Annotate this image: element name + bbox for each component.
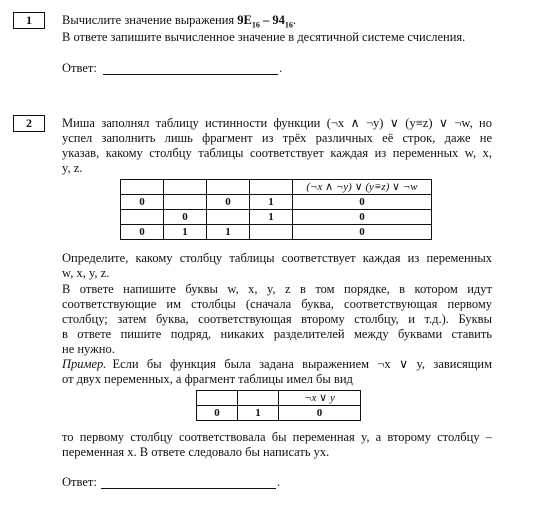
example-cell: 0 — [279, 406, 361, 421]
table-cell: 0 — [121, 225, 164, 240]
table-header-function: (¬x ∧ ¬y) ∨ (y≡z) ∨ ¬w — [293, 180, 432, 195]
task2-example-line2: от двух переменных, а фрагмент таблицы имел бы вид — [62, 372, 353, 386]
table-header-cell — [164, 180, 207, 195]
table-cell: 1 — [250, 195, 293, 210]
task2-p2-line1: Определите, какому столбцу таблицы соответствует каждая из переменных — [62, 251, 492, 265]
expr-b: 94 — [272, 13, 285, 27]
expr-b-base: 16 — [284, 20, 293, 30]
table-row — [121, 195, 432, 210]
table-cell: 0 — [121, 195, 164, 210]
table-header-row — [121, 180, 432, 195]
example-header-cell — [197, 391, 238, 406]
task2-p3-line3: столбцу; затем буква, соответствующая второму столбцу, и т.д.). Буквы — [62, 312, 492, 326]
task2-answer-label: Ответ: — [62, 475, 97, 489]
expr-op: – — [262, 13, 270, 27]
expr-end: . — [292, 13, 296, 27]
example-table — [196, 390, 361, 421]
example-header-row — [197, 391, 361, 406]
task1-line1-prefix: Вычислите значение выражения — [62, 13, 235, 27]
table-cell: 1 — [164, 225, 207, 240]
example-row — [197, 406, 361, 421]
table-cell — [121, 210, 164, 225]
table-header-cell — [207, 180, 250, 195]
table-cell: 0 — [293, 195, 432, 210]
example-cell: 0 — [197, 406, 238, 421]
task-number-2: 2 — [13, 115, 45, 132]
task2-p3-line5: не нужно. — [62, 342, 115, 356]
task2-p4-line2: переменная x. В ответе следовало бы написать yx. — [62, 445, 330, 459]
example-text: Если бы функция была задана выражением ¬x ∨ y, зависящим — [112, 357, 492, 371]
example-cell: 1 — [238, 406, 279, 421]
expr-a-base: 16 — [251, 20, 260, 30]
example-header-function: ¬x ∨ y — [279, 391, 361, 406]
task-number-1: 1 — [13, 12, 45, 29]
task2-p1-line3: указав, какому столбцу таблицы соответствует каждая из переменных w, x, — [62, 146, 492, 160]
task2-example-line1 — [62, 357, 492, 372]
task1-answer-end: . — [279, 61, 283, 75]
example-header-cell — [238, 391, 279, 406]
table-cell: 0 — [207, 195, 250, 210]
task2-p4-line1: то первому столбцу соответствовала бы переменная y, а второму столбцу – — [62, 430, 492, 444]
task2-p1-line2: успел заполнить лишь фрагмент из трёх различных её строк, даже не — [62, 131, 492, 145]
table-cell — [250, 225, 293, 240]
example-label: Пример. — [62, 357, 107, 371]
table-header-cell — [121, 180, 164, 195]
table-cell: 0 — [293, 210, 432, 225]
table-cell — [164, 195, 207, 210]
task2-p1-line4: y, z. — [62, 161, 83, 175]
table-cell: 1 — [207, 225, 250, 240]
task2-p3-line4: в ответе пишите подряд, никаких разделителей между буквами ставить — [62, 327, 492, 341]
table-cell: 0 — [164, 210, 207, 225]
task2-answer-field[interactable] — [101, 487, 276, 489]
task1-answer-label: Ответ: — [62, 61, 97, 75]
task1-line1 — [62, 13, 296, 28]
table-header-cell — [250, 180, 293, 195]
task1-expression — [237, 13, 293, 30]
table-row — [121, 225, 432, 240]
truth-table-fragment — [120, 179, 432, 240]
table-cell: 0 — [293, 225, 432, 240]
task2-answer-end: . — [277, 475, 281, 489]
task2-p2-line2: w, x, y, z. — [62, 266, 110, 280]
table-row — [121, 210, 432, 225]
table-cell: 1 — [250, 210, 293, 225]
task1-answer-field[interactable] — [103, 73, 278, 75]
table-cell — [207, 210, 250, 225]
task1-line2: В ответе запишите вычисленное значение в десятичной системе счисления. — [62, 30, 466, 44]
task2-p3-line2: соответствующие им столбцы (сначала буква, соответствующая первому — [62, 297, 492, 311]
task2-p1-line1: Миша заполнял таблицу истинности функции (¬x ∧ ¬y) ∨ (y≡z) ∨ ¬w, но — [62, 116, 492, 130]
expr-a: 9E — [237, 13, 252, 27]
task2-p3-line1: В ответе напишите буквы w, x, y, z в том порядке, в котором идут — [62, 282, 492, 296]
